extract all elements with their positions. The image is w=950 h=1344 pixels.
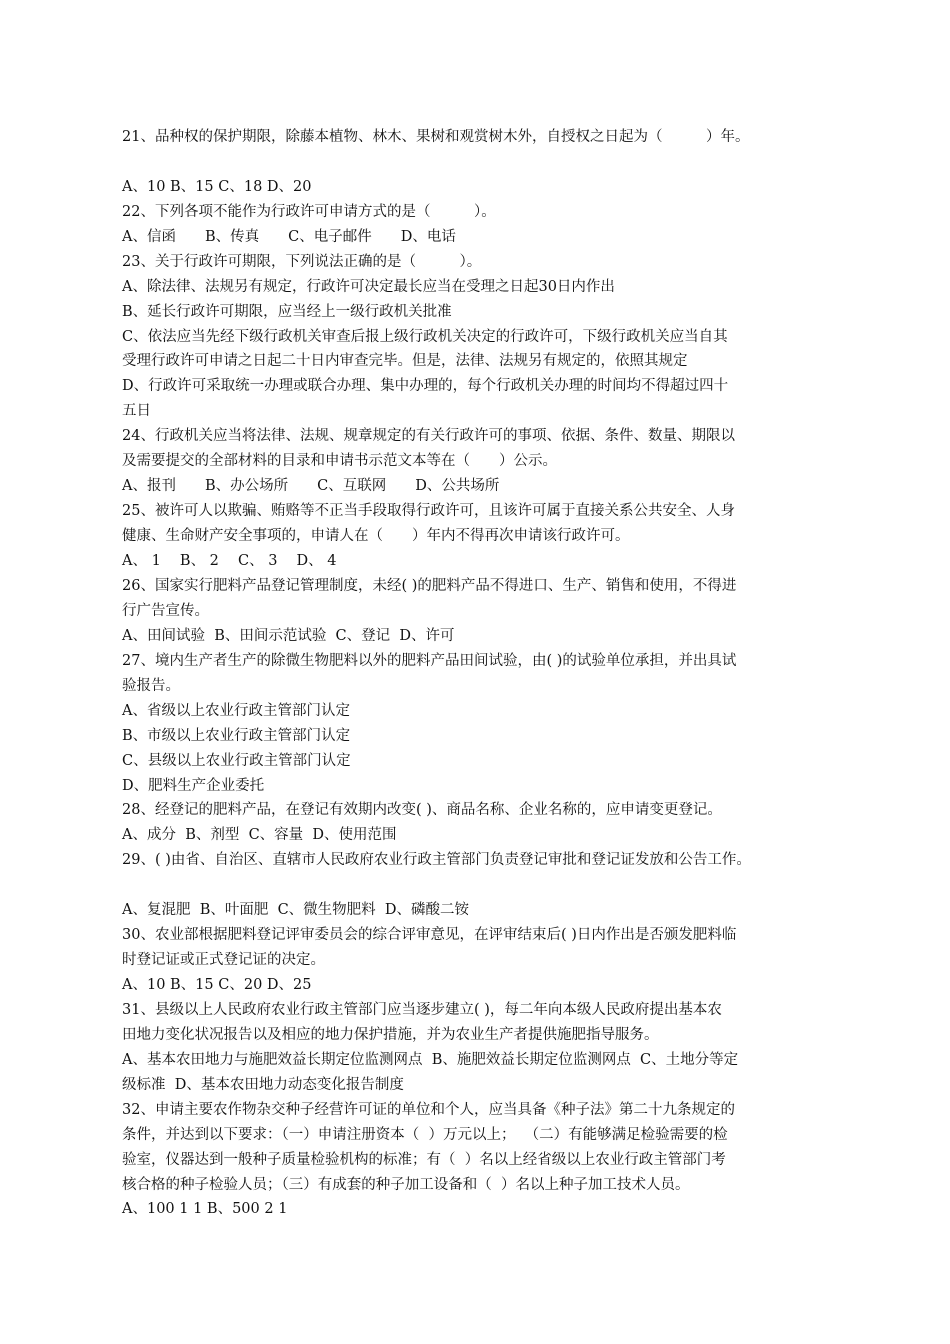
question-31-options-cont: 级标准 D、基本农田地力动态变化报告制度 — [122, 1077, 404, 1093]
question-21-options: A、10 B、15 C、18 D、20 — [122, 179, 312, 195]
question-23-option-d-cont: 五日 — [122, 403, 151, 419]
question-24-options: A、报刊 B、办公场所 C、互联网 D、公共场所 — [122, 478, 500, 494]
question-32-text-cont-2: 验室，仪器达到一般种子质量检验机构的标准；有（ ）名以上经省级以上农业行政主管部门考 — [122, 1152, 726, 1168]
question-28-options: A、成分 B、剂型 C、容量 D、使用范围 — [122, 827, 397, 843]
question-21-text: 21、品种权的保护期限，除藤本植物、林木、果树和观赏树木外，自授权之日起为（ ）年。 — [122, 129, 750, 145]
question-27-option-d: D、肥料生产企业委托 — [122, 778, 265, 794]
question-25-text-cont: 健康、生命财产安全事项的，申请人在（ ）年内不得再次申请该行政许可。 — [122, 528, 630, 544]
question-27-option-a: A、省级以上农业行政主管部门认定 — [122, 703, 350, 719]
question-32-text-cont-1: 条件，并达到以下要求：（一）申请注册资本（ ）万元以上； （二）有能够满足检验需要的检 — [122, 1127, 728, 1143]
question-30-options: A、10 B、15 C、20 D、25 — [122, 977, 312, 993]
question-23-option-c: C、依法应当先经下级行政机关审查后报上级行政机关决定的行政许可，下级行政机关应当自其 — [122, 329, 728, 345]
question-24-text: 24、行政机关应当将法律、法规、规章规定的有关行政许可的事项、依据、条件、数量、期限以 — [122, 428, 735, 444]
question-27-option-c: C、县级以上农业行政主管部门认定 — [122, 753, 351, 769]
question-26-text: 26、国家实行肥料产品登记管理制度，未经( )的肥料产品不得进口、生产、销售和使用，不得进 — [122, 578, 737, 594]
question-31-text: 31、县级以上人民政府农业行政主管部门应当逐步建立( )，每二年向本级人民政府提出基本农 — [122, 1002, 722, 1018]
question-29-options: A、复混肥 B、叶面肥 C、微生物肥料 D、磷酸二铵 — [122, 902, 469, 918]
question-32-text-cont-3: 核合格的种子检验人员；（三）有成套的种子加工设备和（ ）名以上种子加工技术人员。 — [122, 1177, 690, 1193]
question-32-options: A、100 1 1 B、500 2 1 — [122, 1201, 288, 1217]
question-25-text: 25、被许可人以欺骗、贿赂等不正当手段取得行政许可，且该许可属于直接关系公共安全、人身 — [122, 503, 735, 519]
question-23-option-b: B、延长行政许可期限，应当经上一级行政机关批准 — [122, 304, 452, 320]
question-23-option-d: D、行政许可采取统一办理或联合办理、集中办理的，每个行政机关办理的时间均不得超过四十 — [122, 378, 729, 394]
question-22-options: A、信函 B、传真 C、电子邮件 D、电话 — [122, 229, 456, 245]
question-29-text: 29、( )由省、自治区、直辖市人民政府农业行政主管部门负责登记审批和登记证发放和公告工作。 — [122, 852, 751, 868]
question-28-text: 28、经登记的肥料产品，在登记有效期内改变( )、商品名称、企业名称的，应申请变更登记。 — [122, 802, 722, 818]
question-27-text: 27、境内生产者生产的除微生物肥料以外的肥料产品田间试验，由( )的试验单位承担，并出具试 — [122, 653, 737, 669]
question-31-options: A、基本农田地力与施肥效益长期定位监测网点 B、施肥效益长期定位监测网点 C、土地分等定 — [122, 1052, 739, 1068]
question-26-text-cont: 行广告宣传。 — [122, 603, 209, 619]
question-23-option-c-cont: 受理行政许可申请之日起二十日内审查完毕。但是，法律、法规另有规定的，依照其规定 — [122, 353, 688, 369]
question-26-options: A、田间试验 B、田间示范试验 C、登记 D、许可 — [122, 628, 455, 644]
question-32-text: 32、申请主要农作物杂交种子经营许可证的单位和个人，应当具备《种子法》第二十九条规定的 — [122, 1102, 735, 1118]
question-30-text-cont: 时登记证或正式登记证的决定。 — [122, 952, 325, 968]
question-25-options: A、 1 B、 2 C、 3 D、 4 — [122, 553, 337, 569]
question-23-text: 23、关于行政许可期限，下列说法正确的是（ ）。 — [122, 254, 482, 270]
question-23-option-a: A、除法律、法规另有规定，行政许可决定最长应当在受理之日起30日内作出 — [122, 279, 615, 295]
question-22-text: 22、下列各项不能作为行政许可申请方式的是（ ）。 — [122, 204, 496, 220]
question-24-text-cont: 及需要提交的全部材料的目录和申请书示范文本等在（ ）公示。 — [122, 453, 557, 469]
question-31-text-cont: 田地力变化状况报告以及相应的地力保护措施，并为农业生产者提供施肥指导服务。 — [122, 1027, 659, 1043]
question-27-text-cont: 验报告。 — [122, 678, 180, 694]
question-30-text: 30、农业部根据肥料登记评审委员会的综合评审意见，在评审结束后( )日内作出是否颁发肥料临 — [122, 927, 737, 943]
question-27-option-b: B、市级以上农业行政主管部门认定 — [122, 728, 351, 744]
